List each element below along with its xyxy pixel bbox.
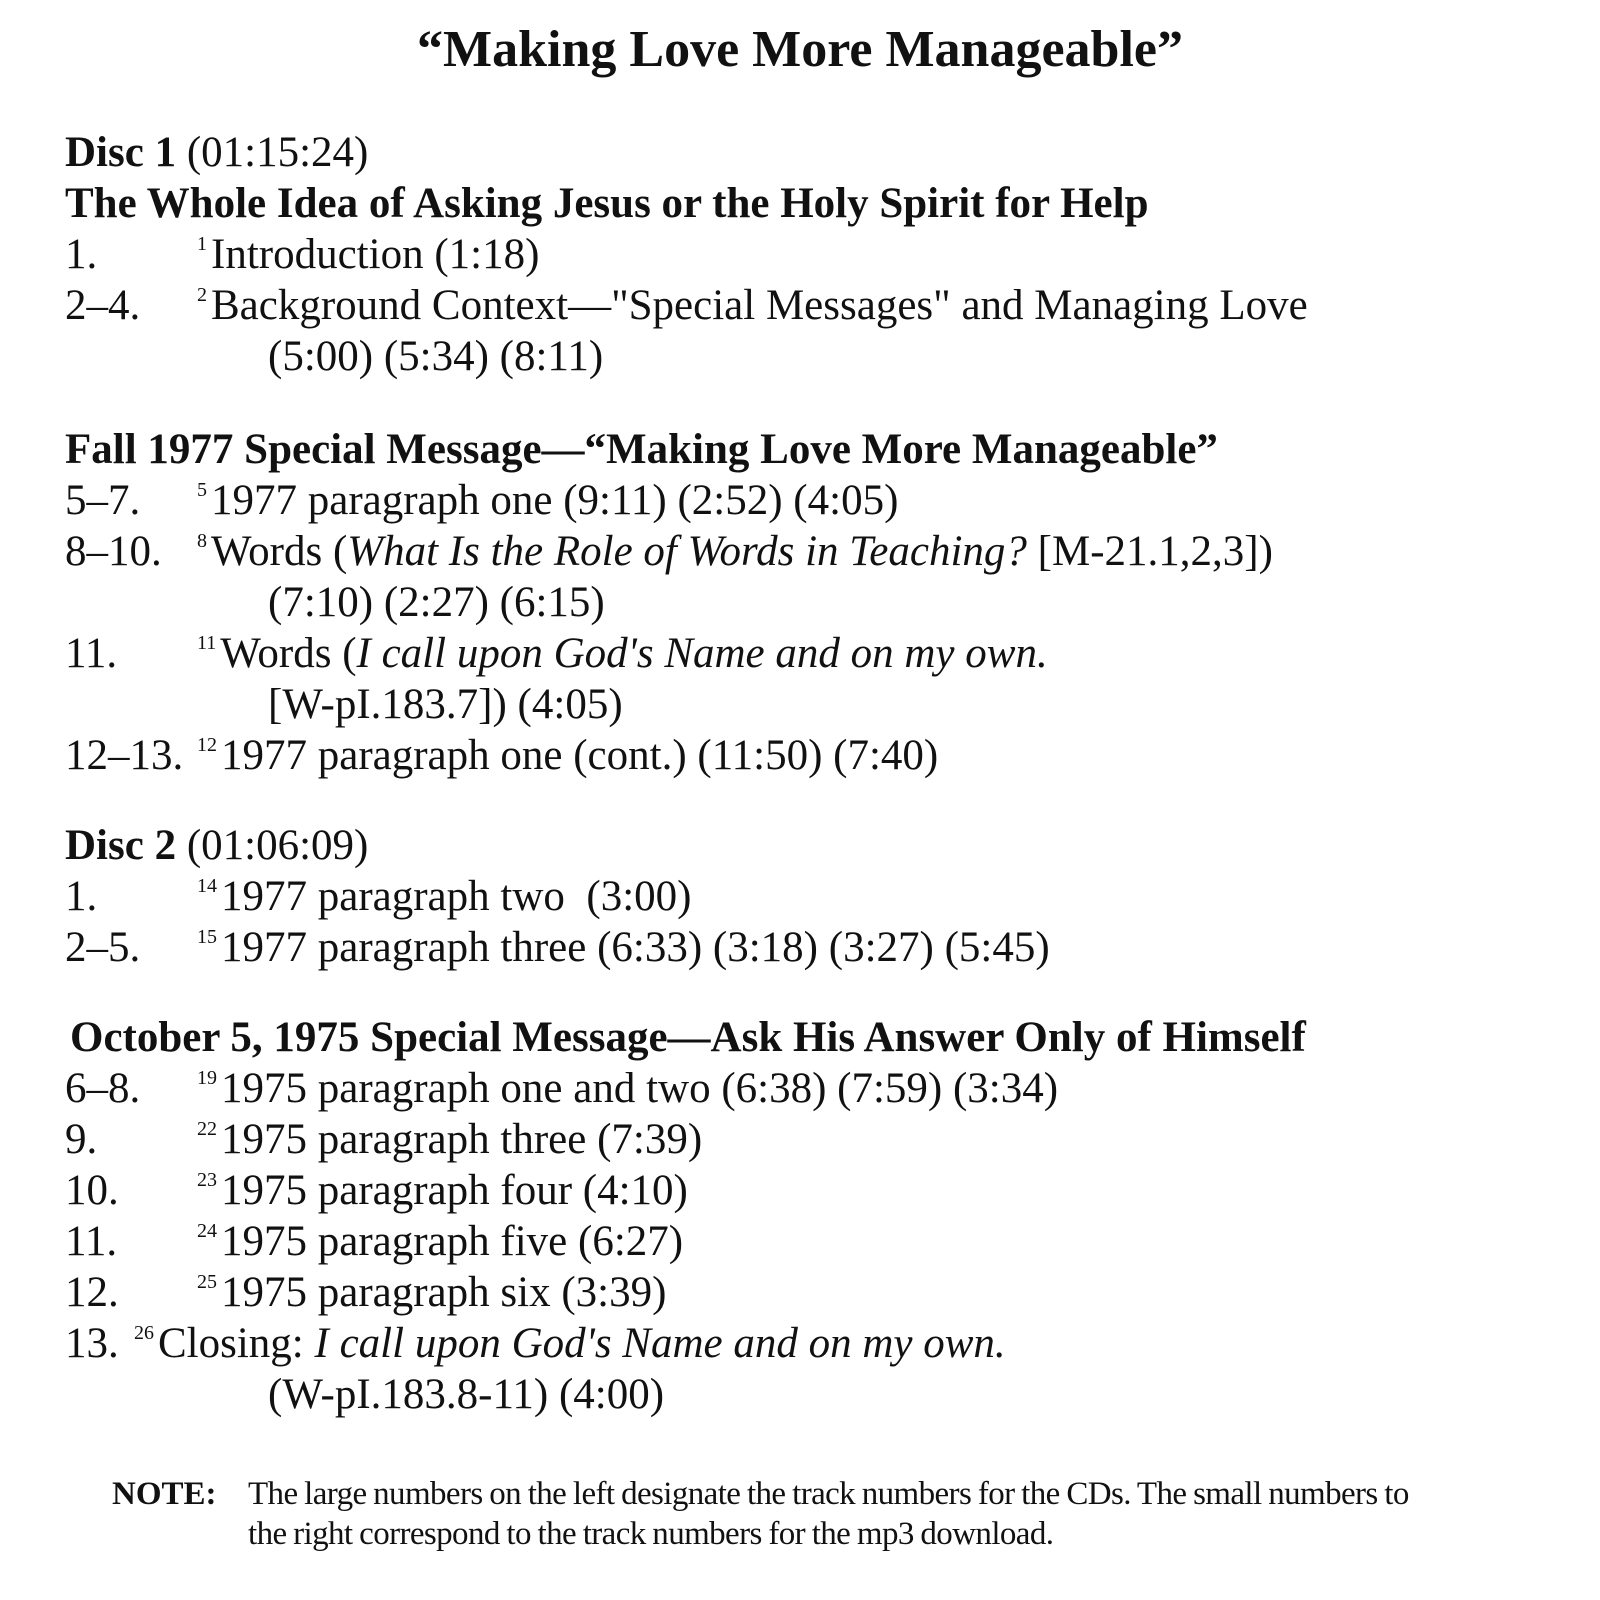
track-title-suffix: [M-21.1,2,3]) — [1026, 528, 1273, 575]
cd-track-number: 1. — [65, 231, 98, 278]
mp3-track-number: 25 — [197, 1271, 217, 1293]
track-title: 1977 paragraph one (cont.) (11:50) (7:40) — [221, 732, 939, 779]
track-title: 1977 paragraph one (9:11) (2:52) (4:05) — [211, 477, 899, 524]
track-title-prefix: Words ( — [220, 630, 357, 677]
mp3-track-number: 2 — [197, 284, 207, 306]
section-title: October 5, 1975 Special Message—Ask His Answer Only of Himself — [70, 1014, 1306, 1061]
track-title-italic: What Is the Role of Words in Teaching? — [347, 528, 1027, 575]
track-title: 1975 paragraph three (7:39) — [221, 1116, 703, 1163]
mp3-track-number: 14 — [197, 875, 217, 897]
track-title: 1977 paragraph three (6:33) (3:18) (3:27) (5:45) — [221, 924, 1050, 971]
track-title: 1975 paragraph six (3:39) — [221, 1269, 667, 1316]
mp3-track-number: 11 — [197, 632, 217, 654]
cd-track-number: 10. — [65, 1167, 119, 1214]
cd-track-number: 11. — [65, 630, 118, 677]
mp3-track-number: 5 — [197, 479, 207, 501]
track-title: 1977 paragraph two (3:00) — [221, 873, 692, 920]
track-entry — [197, 730, 938, 789]
disc-label: Disc 1 — [65, 129, 177, 176]
mp3-track-number: 12 — [197, 734, 217, 756]
track-title: 1975 paragraph one and two (6:38) (7:59) (3:34) — [221, 1065, 1059, 1112]
track-title: Background Context—"Special Messages" and Managing Love — [211, 282, 1308, 329]
cd-track-number: 11. — [65, 1218, 118, 1265]
cd-track-number: 1. — [65, 873, 98, 920]
mp3-track-number: 24 — [197, 1220, 217, 1242]
track-title-prefix: Words ( — [211, 528, 348, 575]
cd-track-number: 12. — [65, 1269, 119, 1316]
cd-track-number: 5–7. — [65, 477, 141, 524]
cd-track-number: 2–4. — [65, 282, 141, 329]
track-durations: (7:10) (2:27) (6:15) — [268, 579, 605, 626]
track-title: Introduction (1:18) — [211, 231, 540, 278]
cd-track-number: 6–8. — [65, 1065, 141, 1112]
mp3-track-number: 15 — [197, 926, 217, 948]
track-durations: [W-pI.183.7]) (4:05) — [268, 681, 623, 728]
track-durations: (5:00) (5:34) (8:11) — [268, 333, 604, 380]
track-title: 1975 paragraph four (4:10) — [221, 1167, 688, 1214]
track-entry — [197, 922, 1050, 981]
track-durations: (W-pI.183.8-11) (4:00) — [268, 1371, 665, 1418]
note-label: NOTE: — [112, 1476, 217, 1512]
track-title-prefix: Closing: — [158, 1320, 315, 1367]
track-title-italic: I call upon God's Name and on my own. — [356, 630, 1048, 677]
disc-duration: (01:06:09) — [186, 822, 369, 869]
page-title: “Making Love More Manageable” — [417, 21, 1183, 78]
section-title: The Whole Idea of Asking Jesus or the Holy Spirit for Help — [65, 180, 1149, 227]
track-title-italic: I call upon God's Name and on my own. — [314, 1320, 1006, 1367]
disc-1-heading — [65, 127, 368, 179]
mp3-track-number: 19 — [197, 1067, 217, 1089]
track-title: 1975 paragraph five (6:27) — [221, 1218, 684, 1265]
disc-label: Disc 2 — [65, 822, 177, 869]
disc-2-heading — [65, 820, 368, 872]
disc-duration: (01:15:24) — [186, 129, 369, 176]
mp3-track-number: 8 — [197, 530, 207, 552]
cd-track-number: 2–5. — [65, 924, 141, 971]
mp3-track-number: 22 — [197, 1118, 217, 1140]
mp3-track-number: 23 — [197, 1169, 217, 1191]
cd-track-number: 9. — [65, 1116, 98, 1163]
note-text: The large numbers on the left designate the track numbers for the CDs. The small numbers to the right correspond to the track numbers for the mp3 download. — [248, 1476, 1409, 1552]
cd-track-number: 13. — [65, 1320, 119, 1367]
cd-track-number: 8–10. — [65, 528, 162, 575]
section-title: Fall 1977 Special Message—“Making Love More Manageable” — [65, 426, 1218, 473]
mp3-track-number: 26 — [134, 1322, 154, 1344]
mp3-track-number: 1 — [197, 233, 207, 255]
cd-track-number: 12–13. — [65, 732, 184, 779]
